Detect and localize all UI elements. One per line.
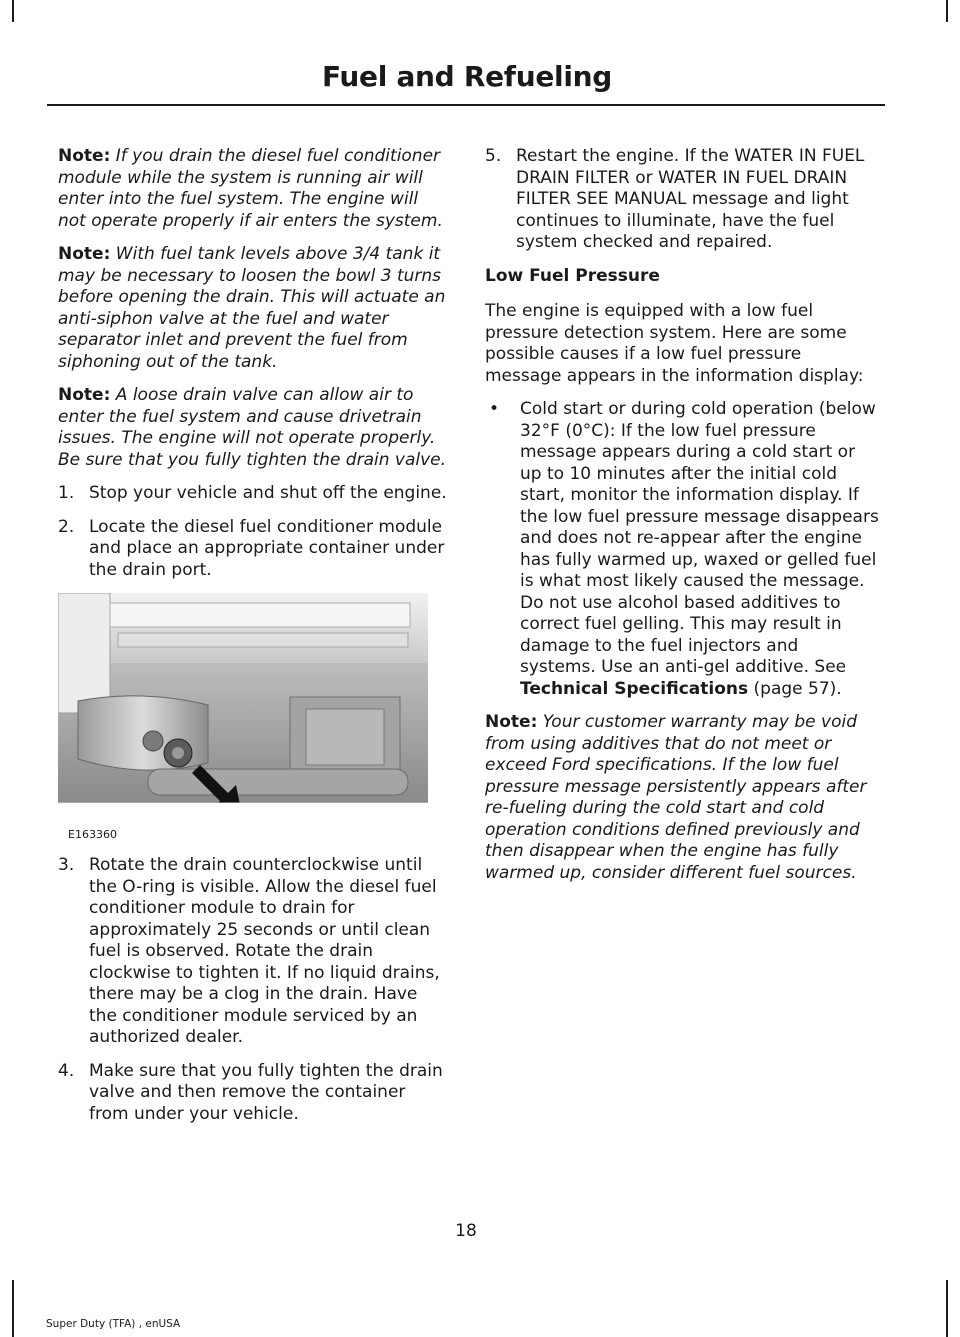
note-paragraph xyxy=(58,146,450,232)
left-column xyxy=(58,146,450,1137)
intro-paragraph: The engine is equipped with a low fuel pressure detection system. Here are some possible causes if a low fuel pressure message appears in the information display: xyxy=(485,301,864,386)
step-item xyxy=(58,517,450,582)
section-heading: Low Fuel Pressure xyxy=(485,265,660,286)
step-text: Locate the diesel fuel conditioner module and place an appropriate container under the drain port. xyxy=(89,516,445,580)
note-paragraph xyxy=(58,385,450,471)
note-text: A loose drain valve can allow air to enter the fuel system and cause drivetrain issues. The engine will not operate properly. Be sure that you fully tighten the drain valve. xyxy=(58,385,447,470)
fuel-conditioner-drawing xyxy=(58,593,428,841)
note-text: With fuel tank levels above 3/4 tank it may be necessary to loosen the bowl 3 turns before opening the drain. This will actuate an anti-siphon valve at the fuel and water separator inlet and prevent the fuel from siphoning out of the tank. xyxy=(58,244,446,372)
step-text: Rotate the drain counterclockwise until the O-ring is visible. Allow the diesel fuel conditioner module to drain for approximately 25 seconds or until clean fuel is observed. Rotate the drain clockwise to tighten it. If no liquid drains, there may be a clog in the drain. Have the conditioner module serviced by an authorized dealer. xyxy=(89,855,440,1047)
note-label: Note: xyxy=(58,146,111,166)
header-divider xyxy=(47,104,885,106)
cross-reference-link[interactable]: Technical Specifications xyxy=(520,678,749,699)
step-item xyxy=(58,1061,450,1126)
drain-port-illustration xyxy=(58,593,428,841)
crop-mark xyxy=(12,0,14,22)
note-paragraph xyxy=(58,244,450,373)
step-item xyxy=(58,483,450,505)
bullet-item xyxy=(485,399,879,700)
bullet-marker: • xyxy=(489,399,500,419)
step-number: 2. xyxy=(58,516,75,537)
step-text: Restart the engine. If the WATER IN FUEL DRAIN FILTER or WATER IN FUEL DRAIN FILTER SEE MANUAL message and light continues to illuminate, have the fuel system checked and repaired. xyxy=(516,146,865,252)
step-number: 4. xyxy=(58,1060,75,1081)
step-number: 1. xyxy=(58,483,75,503)
crop-mark xyxy=(946,0,948,22)
crop-mark xyxy=(12,1280,14,1337)
step-item xyxy=(485,146,879,254)
step-number: 5. xyxy=(485,146,502,166)
note-text: If you drain the diesel fuel conditioner module while the system is running air will enter into the fuel system. The engine will not operate properly if air enters the system. xyxy=(58,146,443,231)
bullet-text: Cold start or during cold operation (below 32°F (0°C): If the low fuel pressure message appears during a cold start or up to 10 minutes after the initial cold start, monitor the information display. If the low fuel pressure message disappears and does not re-appear after the engine has fully warmed up, waxed or gelled fuel is what most likely caused the message. Do not use alcohol based additives to correct fuel gelling. This may result in damage to the fuel injectors and systems. Use an anti-gel additive. See xyxy=(520,399,879,677)
note-text: Your customer warranty may be void from using additives that do not meet or exceed Ford specifications. If the low fuel pressure message persistently appears after re-fueling during the cold start and cold operation conditions defined previously and then disappear when the engine has fully warmed up, consider different fuel sources. xyxy=(485,712,867,883)
note-label: Note: xyxy=(58,244,111,264)
page-reference: (page 57). xyxy=(748,678,842,699)
right-column xyxy=(485,146,879,896)
note-label: Note: xyxy=(58,385,111,405)
step-text: Stop your vehicle and shut off the engine. xyxy=(89,483,447,503)
page-title: Fuel and Refueling xyxy=(321,60,612,93)
note-label: Note: xyxy=(485,712,538,732)
crop-mark xyxy=(946,1280,948,1337)
step-number: 3. xyxy=(58,855,75,875)
step-item xyxy=(58,855,450,1049)
document-footer: Super Duty (TFA) , enUSA xyxy=(46,1318,181,1330)
step-text: Make sure that you fully tighten the drain valve and then remove the container from under your vehicle. xyxy=(89,1060,443,1124)
figure-code: E163360 xyxy=(68,828,117,841)
note-paragraph xyxy=(485,712,879,884)
page-number: 18 xyxy=(455,1221,477,1241)
